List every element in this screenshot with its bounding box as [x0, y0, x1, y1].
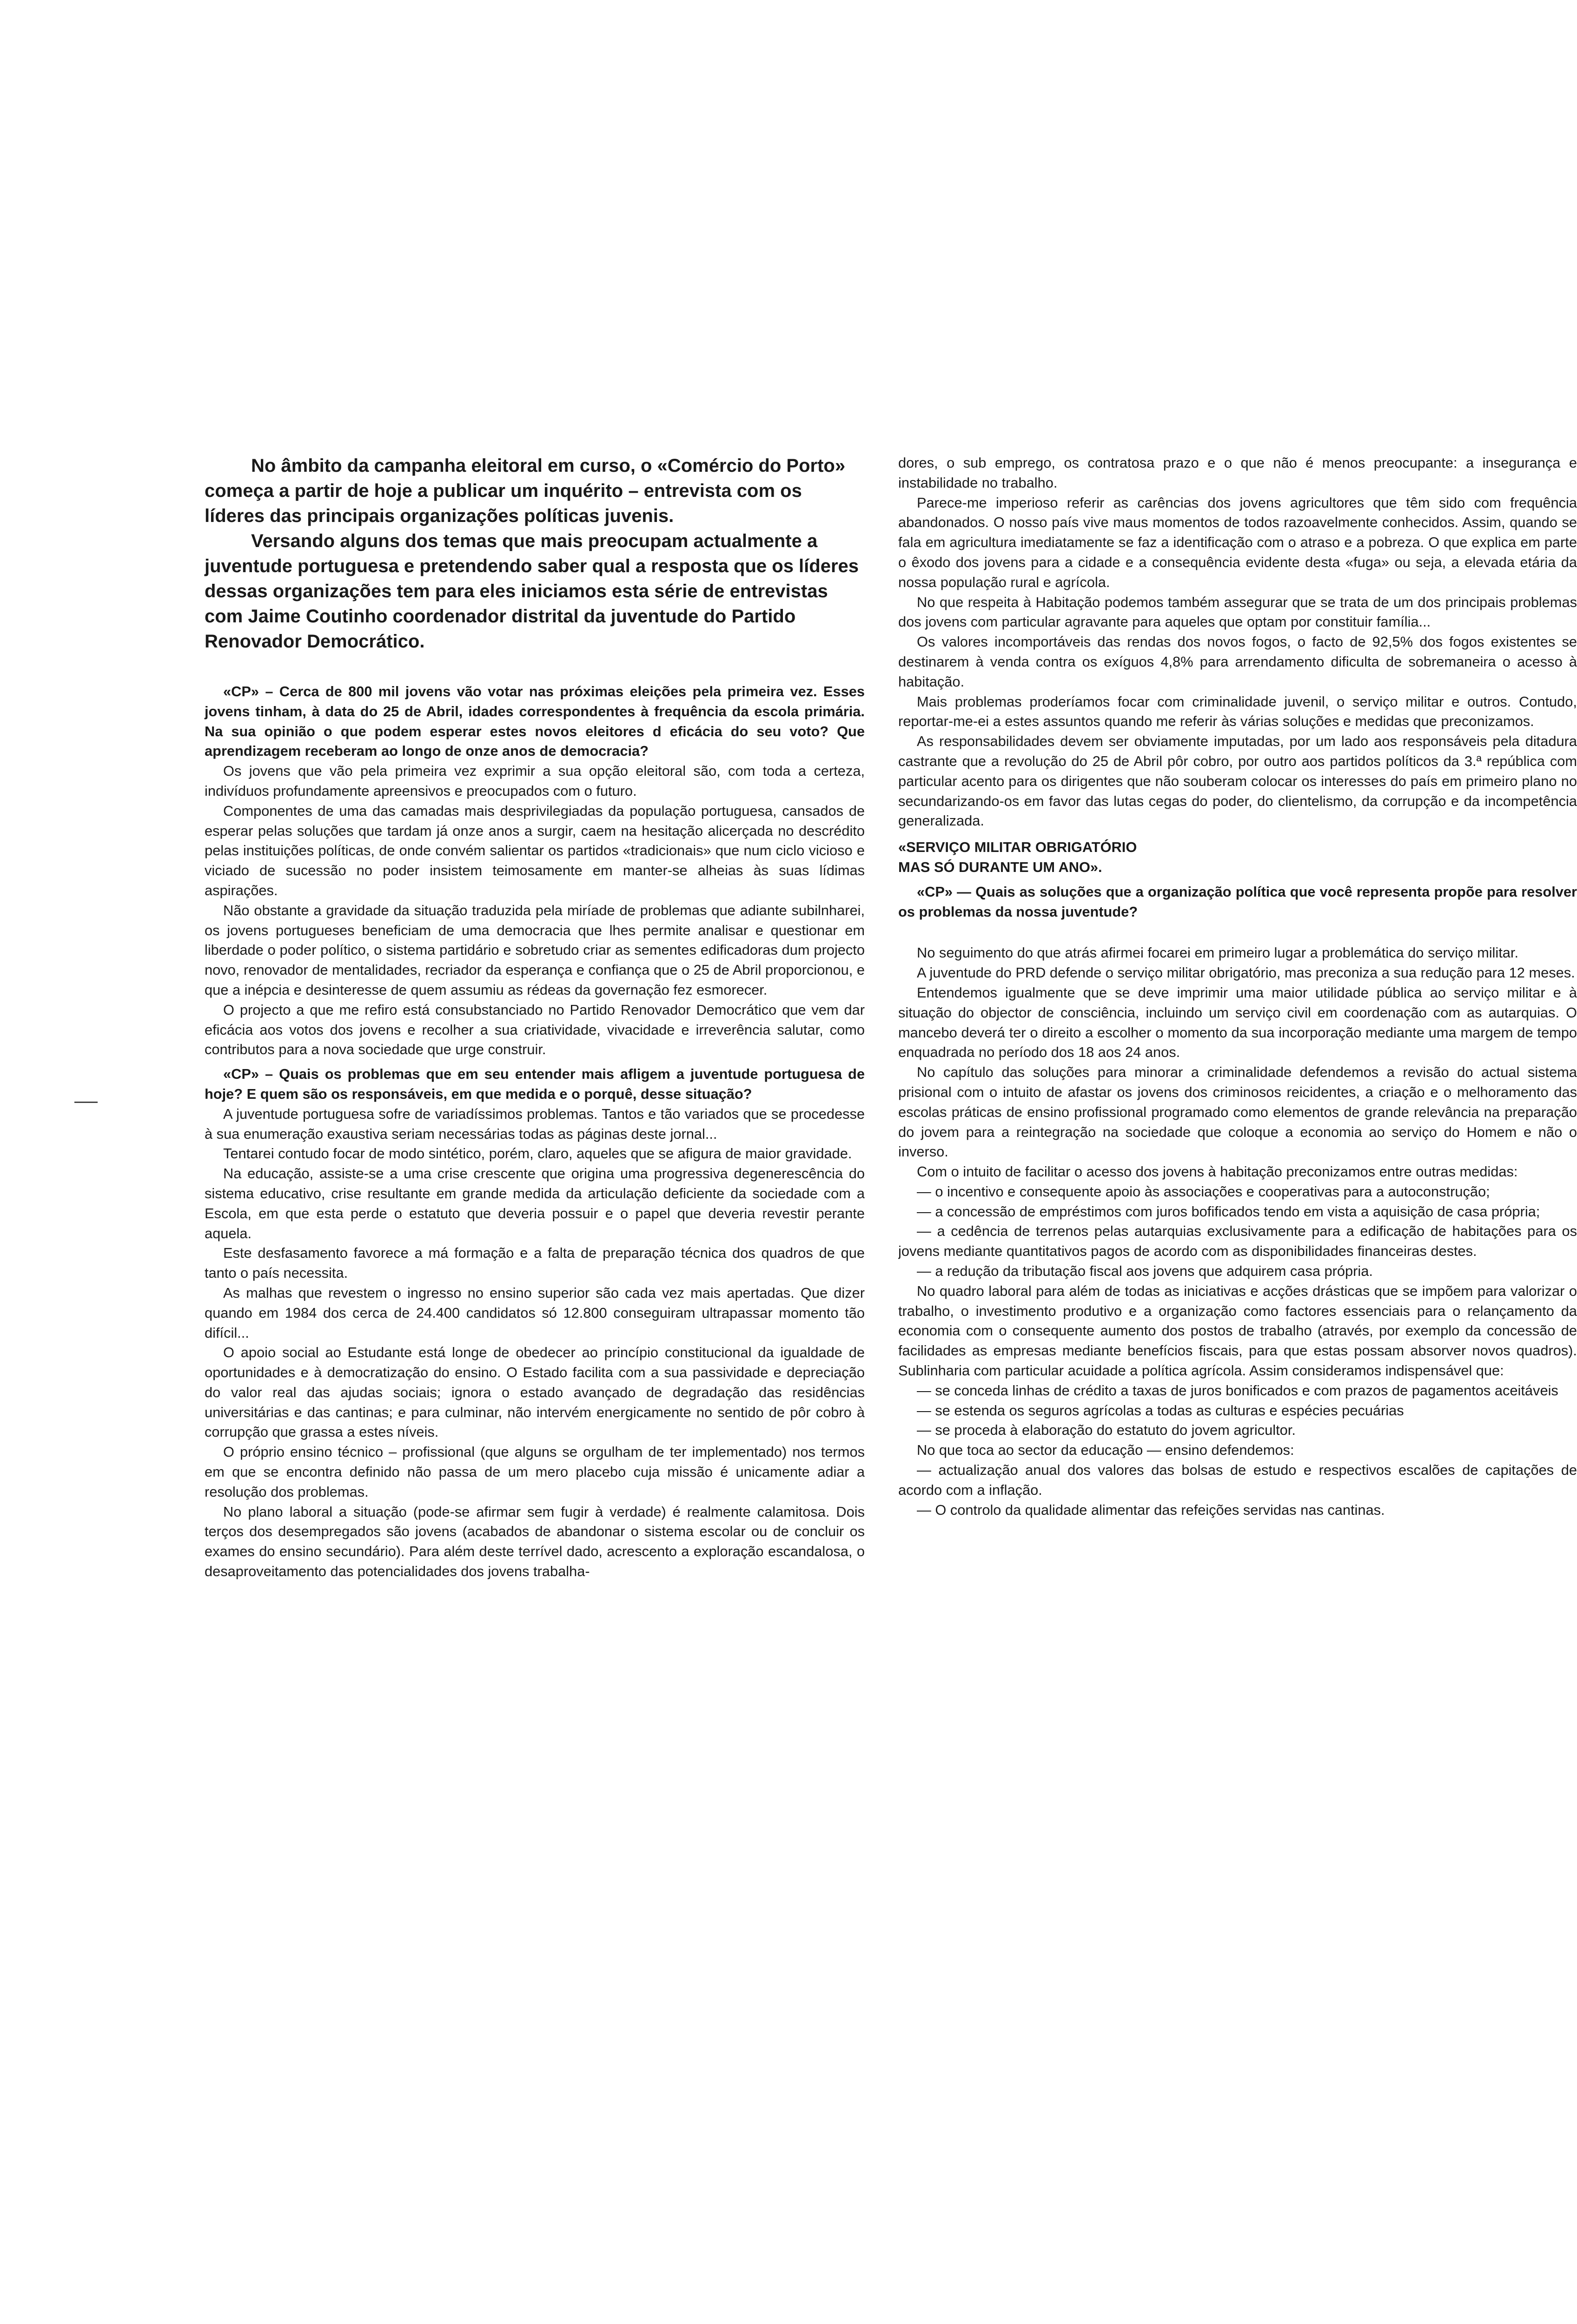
answer-paragraph: No plano laboral a situação (pode-se afirmar sem fugir à verdade) é realmente calamitosa. Dois terços dos desempregados são jovens (acabados de abandonar o sistema escolar ou de concluir os exames do ensino secundário). Para além deste terrível dado, acrescento a exploração escandalosa, o desaproveitamento das potencialidades dos jovens trabalha-	[205, 1503, 865, 1580]
answer-paragraph: No que respeita à Habitação podemos também assegurar que se trata de um dos principais problemas dos jovens com particular agravante para aqueles que optam por constituir família...	[898, 594, 1577, 630]
section-subheading	[898, 838, 1577, 878]
answer-paragraph: O apoio social ao Estudante está longe de obedecer ao princípio constitucional da igualdade de oportunidades e à democratização do ensino. O Estado facilita com a sua passividade e depreciação do valor real das ajudas sociais; ignora o estado avançado de degradação das residências universitárias e das cantinas; e para culminar, não intervém energicamente no sentido de pôr cobro à corrupção que grassa a estes níveis.	[205, 1344, 865, 1440]
answer-paragraph: As malhas que revestem o ingresso no ensino superior são cada vez mais apertadas. Que dizer quando em 1984 dos cerca de 24.400 candidatos só 12.800 conseguiram ultrapassar momento tão difícil...	[205, 1284, 865, 1341]
list-item: — a cedência de terrenos pelas autarquias exclusivamente para a edificação de habitações para os jovens mediante quantitativos pagos de acordo com as disponibilidades financeiras destes.	[898, 1223, 1577, 1260]
answer-paragraph: As responsabilidades devem ser obviamente imputadas, por um lado aos responsáveis pela ditadura castrante que a revolução do 25 de Abril pôr cobro, por outro aos partidos políticos da 3.ª república com particular acento para os dirigentes que não souberam colocar os interesses do país em primeiro plano no secundarizando-os em favor das lutas cegas do poder, do clientelismo, da corrupção e da incompetência generalizada.	[898, 733, 1577, 829]
answer-paragraph: Na educação, assiste-se a uma crise crescente que origina uma progressiva degenerescência do sistema educativo, crise resultante em grande medida da articulação deficiente da sociedade com a Escola, em que esta perde o estatuto que deveria possuir e o papel que deveria revestir perante aquela.	[205, 1165, 865, 1241]
interview-question: «CP» – Cerca de 800 mil jovens vão votar nas próximas eleições pela primeira vez. Esses jovens tinham, à data do 25 de Abril, idades correspondentes à frequência da escola primária. Na sua opinião o que podem esperar estes novos eleitores d eficácia do seu voto? Que aprendizagem receberam ao longo de onze anos de democracia?	[205, 683, 865, 759]
list-item: — se conceda linhas de crédito a taxas de juros bonificados e com prazos de pagamentos aceitáveis	[917, 1382, 1558, 1399]
answer-paragraph: O próprio ensino técnico – profissional (que alguns se orgulham de ter implementado) nos termos em que se encontra definido não passa de um mero placebo cuja missão é unicamente adiar a resolução dos problemas.	[205, 1444, 865, 1500]
list-item: — a redução da tributação fiscal aos jovens que adquirem casa própria.	[917, 1263, 1373, 1280]
answer-paragraph: No capítulo das soluções para minorar a criminalidade defendemos a revisão do actual sistema prisional com o intuito de afastar os jovens dos criminosos reicidentes, a criação e o melhoramento das escolas práticas de ensino profissional programado como elementos de grande relevância na preparação do jovem para a reintegração na sociedade que coloque a economia ao serviço do Homem e não o inverso.	[898, 1064, 1577, 1160]
subheading-line: «SERVIÇO MILITAR OBRIGATÓRIO	[898, 839, 1137, 856]
list-item: — actualização anual dos valores das bolsas de estudo e respectivos escalões de capitações de acordo com a inflação.	[898, 1462, 1577, 1498]
article-left-column	[205, 453, 865, 1582]
answer-paragraph: Parece-me imperioso referir as carências dos jovens agricultores que têm sido com frequência abandonados. O nosso país vive maus momentos de todos razoavelmente conhecidos. Assim, quando se fala em agricultura imediatamente se faz a identificação com o atraso e a pobreza. O que explica em parte o êxodo dos jovens para a cidade e a consequência evidente desta «fuga» ou seja, a elevada etária da nossa população rural e agrícola.	[898, 494, 1577, 590]
interview-question: «CP» — Quais as soluções que a organização política que você representa propõe para resolver os problemas da nossa juventude?	[898, 883, 1577, 920]
answer-paragraph: Os valores incomportáveis das rendas dos novos fogos, o facto de 92,5% dos fogos existentes se destinarem à venda contra os exíguos 4,8% para arrendamento dificulta de sobremaneira o acesso à habitação.	[898, 634, 1577, 690]
list-item: — O controlo da qualidade alimentar das refeições servidas nas cantinas.	[917, 1501, 1385, 1518]
article-right-column	[898, 453, 1577, 1520]
list-item: — se estenda os seguros agrícolas a todas as culturas e espécies pecuárias	[917, 1402, 1404, 1419]
answer-paragraph: Tentarei contudo focar de modo sintético, porém, claro, aqueles que se afigura de maior gravidade.	[223, 1145, 852, 1162]
list-item: — a concessão de empréstimos com juros bofificados tendo em vista a aquisição de casa própria;	[917, 1203, 1540, 1220]
answer-paragraph: O projecto a que me refiro está consubstanciado no Partido Renovador Democrático que vem dar eficácia aos votos dos jovens e recolher a sua criatividade, vivacidade e irreverência salutar, como contributos para a nova sociedade que urge construir.	[205, 1001, 865, 1058]
answer-paragraph: No seguimento do que atrás afirmei focarei em primeiro lugar a problemática do serviço militar.	[917, 944, 1519, 961]
answer-paragraph: Os jovens que vão pela primeira vez exprimir a sua opção eleitoral são, com toda a certeza, indivíduos profundamente apreensivos e preocupados com o futuro.	[205, 763, 865, 799]
answer-paragraph: Este desfasamento favorece a má formação e a falta de preparação técnica dos quadros de que tanto o país necessita.	[205, 1245, 865, 1281]
lead-paragraph: No âmbito da campanha eleitoral em curso, o «Comércio do Porto» começa a partir de hoje a publicar um inquérito – entrevista com os líderes das principais organizações políticas juvenis.	[205, 456, 846, 526]
answer-paragraph: Mais problemas proderíamos focar com criminalidade juvenil, o serviço militar e outros. Contudo, reportar-me-ei a estes assuntos quando me referir às várias soluções e medidas que preconizamos.	[898, 693, 1577, 730]
scan-mark	[74, 1102, 98, 1103]
answer-paragraph: A juventude do PRD defende o serviço militar obrigatório, mas preconiza a sua redução para 12 meses.	[917, 964, 1575, 981]
list-item: — o incentivo e consequente apoio às associações e cooperativas para a autoconstrução;	[917, 1183, 1490, 1200]
answer-paragraph: Não obstante a gravidade da situação traduzida pela miríade de problemas que adiante subilnharei, os jovens portugueses beneficiam de uma democracia que lhes permite analisar e questionar em liberdade o poder político, o sistema partidário e sobretudo criar as sementes edificadoras dum projecto novo, renovador de mentalidades, recriador da esperança e confiança que o 25 de Abril proporcionou, e que a inépcia e desinteresse de quem assumiu as rédeas da governação fez esmorecer.	[205, 902, 865, 998]
interview-question: «CP» – Quais os problemas que em seu entender mais afligem a juventude portuguesa de hoje? E quem são os responsáveis, em que medida e o porquê, desse situação?	[205, 1066, 865, 1102]
answer-paragraph: No que toca ao sector da educação — ensino defendemos:	[917, 1442, 1294, 1459]
lead-paragraph: Versando alguns dos temas que mais preocupam actualmente a juventude portuguesa e pretendendo saber qual a resposta que os líderes dessas organizações tem para eles iniciamos esta série de entrevistas com Jaime Coutinho coordenador distrital da juventude do Partido Renovador Democrático.	[205, 531, 859, 652]
list-item: — se proceda à elaboração do estatuto do jovem agricultor.	[917, 1422, 1296, 1439]
answer-paragraph: Com o intuito de facilitar o acesso dos jovens à habitação preconizamos entre outras medidas:	[917, 1163, 1518, 1180]
article-lead	[205, 453, 865, 654]
answer-paragraph: A juventude portuguesa sofre de variadíssimos problemas. Tantos e tão variados que se procedesse à sua enumeração exaustiva seriam necessárias todas as páginas deste jornal...	[205, 1105, 865, 1142]
answer-paragraph: Componentes de uma das camadas mais desprivilegiadas da população portuguesa, cansados de esperar pelas soluções que tardam já onze anos a surgir, caem na hesitação alicerçada no descrédito pelas instituições políticas, de onde convém salientar os partidos «tradicionais» que num ciclo vicioso e viciado de sucessão no poder insistem teimosamente em manter-se alheias às suas lídimas aspirações.	[205, 802, 865, 898]
answer-paragraph: dores, o sub emprego, os contratosa prazo e o que não é menos preocupante: a insegurança e instabilidade no trabalho.	[898, 455, 1577, 491]
answer-paragraph: Entendemos igualmente que se deve imprimir uma maior utilidade pública ao serviço militar e à situação do objector de consciência, incluindo um serviço civil em coordenação com as autarquias. O mancebo deverá ter o direito a escolher o momento da sua incorporação mediante uma margem de tempo enquadrada no período dos 18 aos 24 anos.	[898, 984, 1577, 1061]
subheading-line: MAS SÓ DURANTE UM ANO».	[898, 858, 1102, 875]
answer-paragraph: No quadro laboral para além de todas as iniciativas e acções drásticas que se impõem para valorizar o trabalho, o investimento produtivo e a organização como factores essenciais para o relançamento da economia com o consequente aumento dos postos de trabalho (através, por exemplo da concessão de facilidades as empresas mediante benefícios fiscais, para que estas possam absorver novos quadros). Sublinharia com particular acuidade a política agrícola. Assim consideramos indispensável que:	[898, 1282, 1577, 1379]
